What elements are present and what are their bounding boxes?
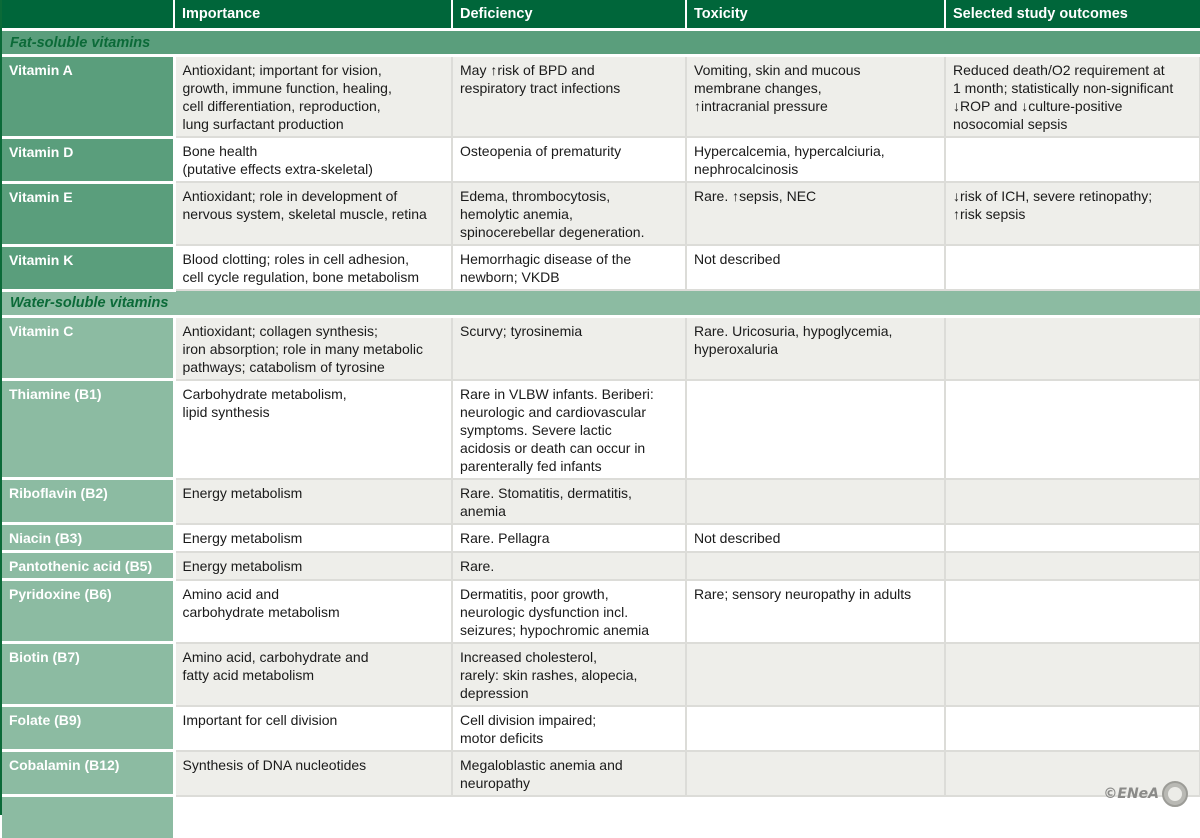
importance-cell: Bone health (putative effects extra-skeletal)	[174, 137, 452, 182]
outcomes-cell	[945, 643, 1200, 706]
outcomes-cell	[945, 580, 1200, 643]
outcomes-cell	[945, 524, 1200, 552]
header-vitamin	[2, 0, 174, 30]
table-row	[2, 182, 1200, 245]
toxicity-cell	[686, 479, 945, 524]
deficiency-cell: Megaloblastic anemia and neuropathy	[452, 751, 686, 796]
table-row	[2, 137, 1200, 182]
table-row	[2, 524, 1200, 552]
vitamin-name: Pyridoxine (B6)	[2, 580, 174, 643]
vitamin-name: Thiamine (B1)	[2, 380, 174, 479]
toxicity-cell: Not described	[686, 524, 945, 552]
toxicity-cell: Not described	[686, 245, 945, 290]
vitamin-name: Vitamin D	[2, 137, 174, 182]
table-row	[2, 580, 1200, 643]
table-row	[2, 56, 1200, 138]
header-study-outcomes: Selected study outcomes	[945, 0, 1200, 30]
toxicity-cell	[686, 643, 945, 706]
importance-cell: Amino acid and carbohydrate metabolism	[174, 580, 452, 643]
empty-cell	[174, 796, 1200, 838]
outcomes-cell: Reduced death/O2 requirement at 1 month; statistically non-significant ↓ROP and ↓culture-positive nosocomial sepsis	[945, 56, 1200, 138]
vitamin-name: Vitamin E	[2, 182, 174, 245]
table-row	[2, 316, 1200, 380]
header-toxicity: Toxicity	[686, 0, 945, 30]
vitamin-name: Riboflavin (B2)	[2, 479, 174, 524]
toxicity-cell	[686, 751, 945, 796]
importance-cell: Energy metabolism	[174, 479, 452, 524]
empty-name-cell	[2, 796, 174, 838]
table-row	[2, 479, 1200, 524]
table-row	[2, 552, 1200, 580]
outcomes-cell	[945, 245, 1200, 290]
vitamin-name: Niacin (B3)	[2, 524, 174, 552]
deficiency-cell: Cell division impaired; motor deficits	[452, 706, 686, 751]
deficiency-cell: Dermatitis, poor growth, neurologic dysfunction incl. seizures; hypochromic anemia	[452, 580, 686, 643]
deficiency-cell: Scurvy; tyrosinemia	[452, 316, 686, 380]
importance-cell: Antioxidant; collagen synthesis; iron absorption; role in many metabolic pathways; catabolism of tyrosine	[174, 316, 452, 380]
vitamin-name: Folate (B9)	[2, 706, 174, 751]
vitamin-name: Vitamin A	[2, 56, 174, 138]
importance-cell: Synthesis of DNA nucleotides	[174, 751, 452, 796]
deficiency-cell: Rare in VLBW infants. Beriberi: neurologic and cardiovascular symptoms. Severe lactic acidosis or death can occur in parenterally fed infants	[452, 380, 686, 479]
deficiency-cell: Rare.	[452, 552, 686, 580]
section-header-fat	[2, 30, 1200, 56]
importance-cell: Important for cell division	[174, 706, 452, 751]
section-title: Water-soluble vitamins	[2, 290, 1200, 316]
outcomes-cell	[945, 137, 1200, 182]
outcomes-cell	[945, 479, 1200, 524]
toxicity-cell	[686, 380, 945, 479]
toxicity-cell: Rare. ↑sepsis, NEC	[686, 182, 945, 245]
toxicity-cell	[686, 552, 945, 580]
deficiency-cell: Rare. Stomatitis, dermatitis, anemia	[452, 479, 686, 524]
credit-text: ©ENeA	[1103, 786, 1159, 802]
vitamin-name: Vitamin C	[2, 316, 174, 380]
outcomes-cell	[945, 552, 1200, 580]
importance-cell: Energy metabolism	[174, 524, 452, 552]
importance-cell: Antioxidant; important for vision, growth, immune function, healing, cell differentiation, reproduction, lung surfactant production	[174, 56, 452, 138]
header-importance: Importance	[174, 0, 452, 30]
copyright-credit	[1103, 781, 1188, 807]
table-row	[2, 643, 1200, 706]
header-row	[2, 0, 1200, 30]
importance-cell: Blood clotting; roles in cell adhesion, cell cycle regulation, bone metabolism	[174, 245, 452, 290]
section-header-water	[2, 290, 1200, 316]
section-title: Fat-soluble vitamins	[2, 30, 1200, 56]
toxicity-cell: Vomiting, skin and mucous membrane changes, ↑intracranial pressure	[686, 56, 945, 138]
vitamin-name: Pantothenic acid (B5)	[2, 552, 174, 580]
deficiency-cell: Increased cholesterol, rarely: skin rashes, alopecia, depression	[452, 643, 686, 706]
deficiency-cell: Rare. Pellagra	[452, 524, 686, 552]
table-row	[2, 380, 1200, 479]
outcomes-cell: ↓risk of ICH, severe retinopathy; ↑risk sepsis	[945, 182, 1200, 245]
toxicity-cell: Rare. Uricosuria, hypoglycemia, hyperoxaluria	[686, 316, 945, 380]
deficiency-cell: Edema, thrombocytosis, hemolytic anemia, spinocerebellar degeneration.	[452, 182, 686, 245]
empty-filler-row	[2, 796, 1200, 838]
vitamin-name: Vitamin K	[2, 245, 174, 290]
deficiency-cell: Hemorrhagic disease of the newborn; VKDB	[452, 245, 686, 290]
outcomes-cell	[945, 316, 1200, 380]
vitamin-table	[2, 0, 1200, 838]
outcomes-cell	[945, 706, 1200, 751]
importance-cell: Amino acid, carbohydrate and fatty acid metabolism	[174, 643, 452, 706]
importance-cell: Energy metabolism	[174, 552, 452, 580]
deficiency-cell: Osteopenia of prematurity	[452, 137, 686, 182]
importance-cell: Antioxidant; role in development of nervous system, skeletal muscle, retina	[174, 182, 452, 245]
deficiency-cell: May ↑risk of BPD and respiratory tract infections	[452, 56, 686, 138]
outcomes-cell	[945, 380, 1200, 479]
toxicity-cell	[686, 706, 945, 751]
toxicity-cell: Rare; sensory neuropathy in adults	[686, 580, 945, 643]
vitamin-name: Biotin (B7)	[2, 643, 174, 706]
importance-cell: Carbohydrate metabolism, lipid synthesis	[174, 380, 452, 479]
table-row	[2, 751, 1200, 796]
table-row	[2, 245, 1200, 290]
header-deficiency: Deficiency	[452, 0, 686, 30]
vitamin-name: Cobalamin (B12)	[2, 751, 174, 796]
enea-logo-icon	[1162, 781, 1188, 807]
table-row	[2, 706, 1200, 751]
toxicity-cell: Hypercalcemia, hypercalciuria, nephrocalcinosis	[686, 137, 945, 182]
